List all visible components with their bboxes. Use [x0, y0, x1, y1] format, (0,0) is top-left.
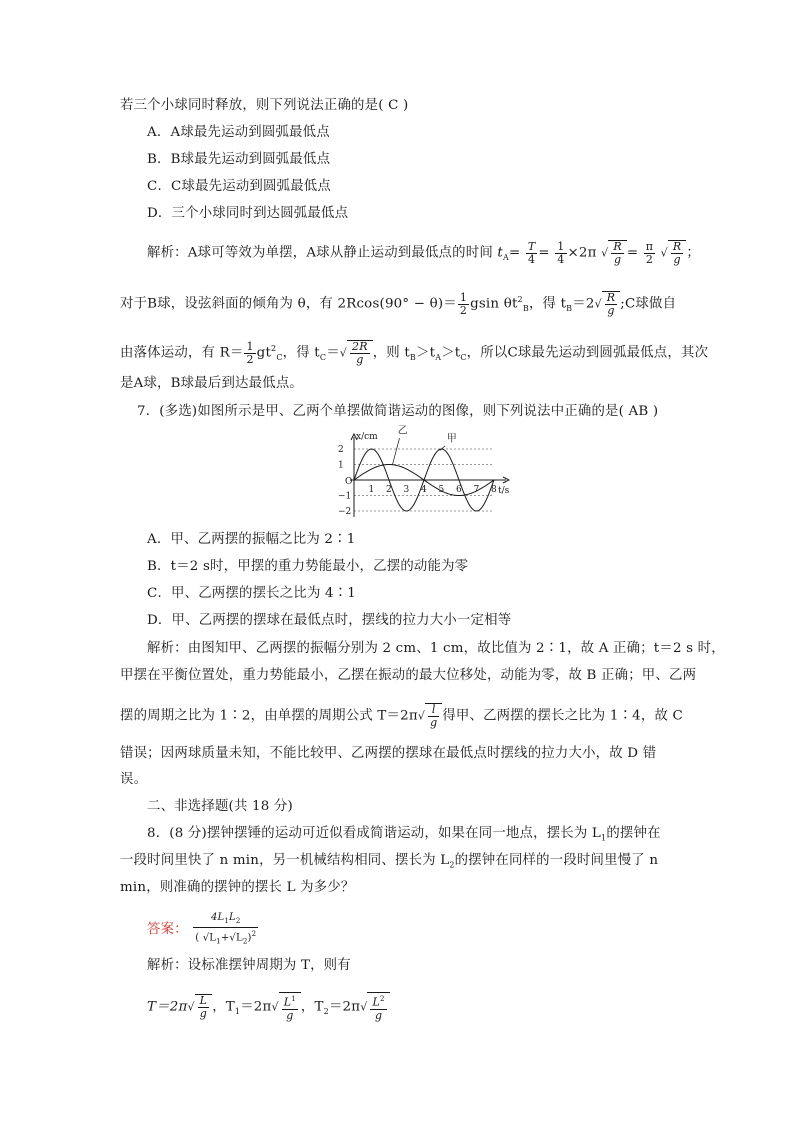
- q7-option-c: C．甲、乙两摆的摆长之比为 4∶1: [147, 586, 357, 601]
- q8-line1: 8．(8 分)摆钟摆锤的运动可近似看成简谐运动，如果在同一地点，摆长为 $L_1$的摆钟在: [147, 826, 661, 843]
- q6-analysis-line2: 对于B球，设弦斜面的倾角为 θ，有 2Rcos(90° − θ)＝ $\frac{1}{2}$ gsin $\theta t^2_B$，得 $t_B=2√$ $\frac{R}{g}$ ;C球做自: [120, 290, 677, 317]
- x-tick-label: 3: [403, 485, 410, 495]
- x-tick-label: 2: [386, 485, 392, 495]
- q7-option-a: A．甲、乙两摆的振幅之比为 2∶1: [147, 532, 356, 547]
- q8-line3: min，则准确的摆钟的摆长 L 为多少？: [120, 880, 355, 895]
- x-axis-label: t/s: [498, 486, 510, 496]
- q8-analysis-line1: 解析：设标准摆钟周期为 T，则有: [147, 958, 351, 973]
- q6-analysis-line4: 是A球，B球最后到达最低点。: [120, 376, 303, 391]
- x-tick-label: 6: [456, 485, 462, 495]
- q7-analysis-line2: 甲摆在平衡位置处，重力势能最小，乙摆在振动的最大位移处，动能为零，故 B 正确；甲、乙两: [120, 668, 697, 683]
- y-tick-label: −1: [338, 491, 352, 502]
- q8-line2: 一段时间里快了 n min，另一机械结构相同、摆长为 $L_2$的摆钟在同样的一段时间里慢了 n: [120, 853, 659, 870]
- x-tick-label: 7: [473, 485, 480, 495]
- q6-option-b: B．B球最先运动到圆弧最低点: [147, 152, 331, 167]
- q8-answer: 答案： $\frac{4L_1L_2}{( √L_1+√L_2)^2}$: [147, 912, 257, 946]
- q6-intro: 若三个小球同时释放，则下列说法正确的是( C ): [120, 98, 409, 113]
- y-axis-label: x/cm: [356, 432, 378, 442]
- q6-option-c: C．C球最先运动到圆弧最低点: [147, 179, 331, 194]
- q7-analysis-line4: 错误；因两球质量未知，不能比较甲、乙两摆的摆球在最低点时摆线的拉力大小，故 D 错: [120, 746, 657, 761]
- q7-stem: 7．(多选)如图所示是甲、乙两个单摆做简谐运动的图像，则下列说法中正确的是( AB ): [137, 404, 659, 419]
- x-tick-label: 5: [438, 485, 445, 495]
- q6-option-d: D．三个小球同时到达圆弧最低点: [147, 206, 349, 221]
- q7-analysis-line5: 误。: [120, 772, 148, 787]
- y-tick-label: 1: [338, 460, 344, 471]
- x-tick-label: 8: [491, 485, 497, 495]
- sqrt-R-over-g: √ $\frac{R}{g}$: [601, 240, 627, 266]
- q6-analysis-line3: 由落体运动，有 R＝ $\frac{1}{2}$ $gt^2_C$，得 $t_C=√$ $\frac{2R}{g}$ ，则 $t_B>t_A>t_C$，所以C球最先运动到圆弧最低点，其次: [120, 339, 709, 366]
- q7-analysis-line3: 摆的周期之比为 1∶2，由单摆的周期公式 T＝2π√ $\frac{l}{g}$ 得甲、乙两摆的摆长之比为 1∶4，故 C: [120, 703, 683, 729]
- origin-label: O: [345, 477, 353, 487]
- series-yi-label: 乙: [397, 425, 408, 437]
- y-tick-label: 2: [338, 445, 344, 455]
- q6-option-a: A．A球最先运动到圆弧最低点: [147, 125, 330, 140]
- answer-fraction: $\frac{4L_1L_2}{( √L_1+√L_2)^2}$: [195, 912, 257, 946]
- q7-option-b: B．t＝2 s时，甲摆的重力势能最小，乙摆的动能为零: [147, 559, 469, 574]
- x-tick-label: 4: [421, 485, 427, 495]
- series-jia-label: 甲: [446, 433, 457, 445]
- q7-option-d: D．甲、乙两摆的摆球在最低点时，摆线的拉力大小一定相等: [147, 613, 512, 628]
- x-tick-label: 1: [368, 485, 375, 495]
- y-tick-label: −2: [338, 507, 352, 517]
- fraction-pi-over-2: $\frac{\pi}{2}$: [645, 239, 654, 266]
- section-heading: 二、非选择题(共 18 分): [147, 799, 293, 814]
- q7-analysis-line1: 解析：由图知甲、乙两摆的振幅分别为 2 cm、1 cm，故比值为 2∶1，故 A 正确；t＝2 s 时，: [147, 641, 725, 656]
- q8-formulas: T＝2π√ $\frac{L}{g}$ ，$T_1=2\pi√$ $\frac{L^1}{g}$ ，$T_2=2\pi√$ $\frac{L^2}{g}$: [147, 992, 390, 1022]
- fraction-1-over-4: $\frac{1}{4}$: [557, 239, 565, 266]
- series-yi-leader: [393, 438, 400, 464]
- fraction-T-over-4: $\frac{T}{4}$: [527, 239, 536, 266]
- pendulum-graph: [322, 425, 510, 525]
- q6-analysis-line1: 解析：A球可等效为单摆，A球从静止运动到最低点的时间 $t_A=$ $\frac{T}{4}$ = $\frac{1}{4}$ ×2π √ $\frac{R}{g}$ = $\frac{\pi}{2}$ √ $\frac{R}{g}$ ；: [147, 239, 700, 266]
